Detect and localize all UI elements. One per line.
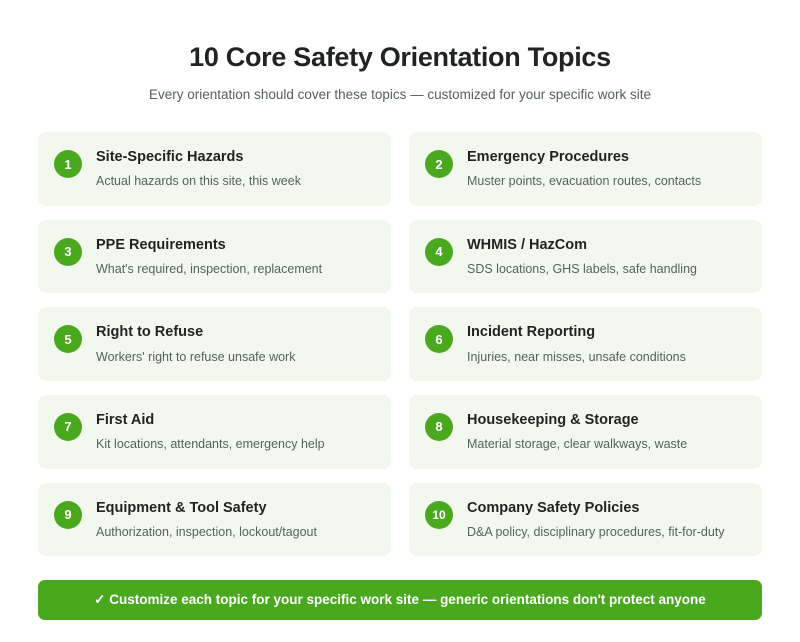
topic-description: Authorization, inspection, lockout/tagout (96, 524, 317, 539)
topic-content (467, 499, 725, 541)
topic-card (38, 307, 391, 381)
topic-content (467, 323, 686, 365)
topic-content (96, 148, 301, 190)
topic-card (409, 483, 762, 557)
page-subtitle: Every orientation should cover these topics — customized for your specific work site (149, 87, 651, 102)
topic-title: Emergency Procedures (467, 149, 629, 165)
topic-description: Workers' right to refuse unsafe work (96, 349, 296, 364)
topic-number-badge: 4 (425, 238, 453, 266)
footer-banner (38, 580, 762, 620)
topic-number-badge: 8 (425, 413, 453, 441)
topic-card (38, 220, 391, 294)
topic-card (409, 132, 762, 206)
topic-number-badge: 1 (54, 150, 82, 178)
topic-description: Actual hazards on this site, this week (96, 174, 301, 189)
footer-text: ✓ Customize each topic for your specific work site — generic orientations don't protect anyone (94, 592, 706, 607)
topic-number-badge: 2 (425, 150, 453, 178)
topic-number-badge: 3 (54, 238, 82, 266)
topic-title: WHMIS / HazCom (467, 236, 588, 253)
topic-content (96, 499, 317, 541)
topic-number-badge: 9 (54, 501, 82, 529)
topic-card (38, 483, 391, 557)
topic-title: Equipment & Tool Safety (96, 499, 267, 516)
topic-card (38, 395, 391, 469)
topic-title: Right to Refuse (96, 324, 204, 341)
topic-title: Company Safety Policies (467, 499, 640, 516)
topic-description: Kit locations, attendants, emergency help (96, 437, 325, 452)
topic-number-badge: 6 (425, 325, 453, 353)
topic-content (467, 236, 697, 278)
topic-description: Muster points, evacuation routes, contacts (467, 174, 702, 189)
topic-title: Incident Reporting (467, 324, 596, 341)
topic-number-badge: 10 (425, 501, 453, 529)
topic-card (409, 307, 762, 381)
topic-content (467, 411, 687, 453)
topic-content (467, 148, 701, 190)
topic-card (409, 395, 762, 469)
topic-card (409, 220, 762, 294)
topic-title: Housekeeping & Storage (467, 411, 639, 428)
topic-description: D&A policy, disciplinary procedures, fit-for-duty (467, 524, 725, 539)
topic-content (96, 323, 295, 365)
topic-description: Material storage, clear walkways, waste (467, 437, 688, 452)
topic-content (96, 411, 325, 453)
topic-description: What's required, inspection, replacement (96, 262, 323, 277)
topic-number-badge: 5 (54, 325, 82, 353)
topic-title: Site-Specific Hazards (96, 149, 244, 165)
topic-content (96, 236, 322, 278)
topic-number-badge: 7 (54, 413, 82, 441)
topic-title: First Aid (96, 411, 155, 428)
topic-title: PPE Requirements (96, 236, 226, 253)
topic-card (38, 132, 391, 206)
topic-description: SDS locations, GHS labels, safe handling (467, 262, 697, 277)
page-title: 10 Core Safety Orientation Topics (189, 42, 611, 72)
topics-grid (38, 132, 762, 556)
topic-description: Injuries, near misses, unsafe conditions (467, 349, 686, 364)
